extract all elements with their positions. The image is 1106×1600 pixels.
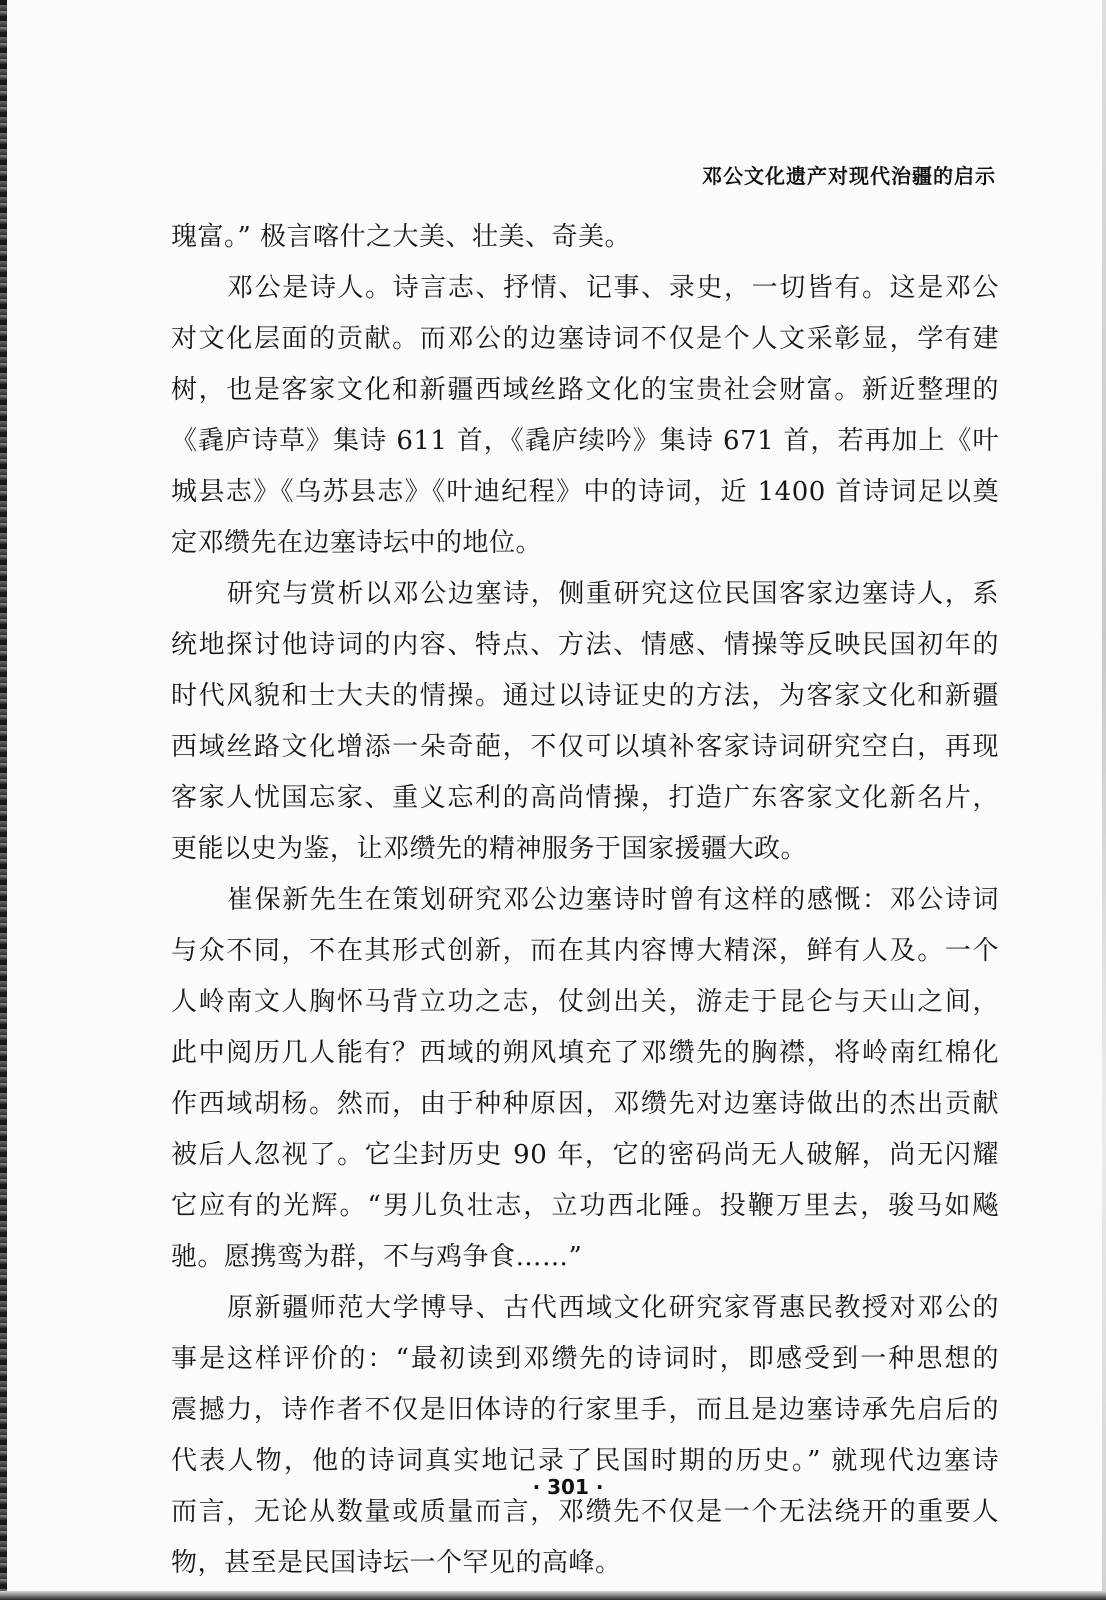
text-line: 《毳庐诗草》集诗 611 首，《毳庐续吟》集诗 671 首，若再加上《叶	[171, 426, 999, 456]
text-line: 作西域胡杨。然而，由于种种原因，邓缵先对边塞诗做出的杰出贡献	[171, 1089, 999, 1119]
text-line: 与众不同，不在其形式创新，而在其内容博大精深，鲜有人及。一个	[171, 936, 999, 966]
page-number: · 301 ·	[532, 1475, 604, 1499]
text-line: 城县志》《乌苏县志》《叶迪纪程》中的诗词，近 1400 首诗词足以奠	[171, 477, 999, 507]
text-line: 它应有的光辉。“男儿负壮志，立功西北陲。投鞭万里去，骏马如飚	[171, 1191, 999, 1221]
text-line: 树，也是客家文化和新疆西域丝路文化的宝贵社会财富。新近整理的	[171, 375, 999, 405]
text-line: 定邓缵先在边塞诗坛中的地位。	[171, 528, 543, 558]
text-line: 驰。愿携鸾为群，不与鸡争食……”	[171, 1242, 583, 1272]
text-line: 此中阅历几人能有？西域的朔风填充了邓缵先的胸襟，将岭南红棉化	[171, 1038, 999, 1068]
text-line: 西域丝路文化增添一朵奇葩，不仅可以填补客家诗词研究空白，再现	[171, 732, 999, 762]
text-line: 人岭南文人胸怀马背立功之志，仗剑出关，游走于昆仑与天山之间，	[171, 987, 999, 1017]
text-line: 代表人物，他的诗词真实地记录了民国时期的历史。” 就现代边塞诗	[171, 1446, 999, 1476]
text-line: 统地探讨他诗词的内容、特点、方法、情感、情操等反映民国初年的	[171, 630, 999, 660]
scan-shadow-left	[0, 0, 7, 1600]
text-line: 邓公是诗人。诗言志、抒情、记事、录史，一切皆有。这是邓公	[227, 273, 999, 303]
text-line: 瑰富。” 极言喀什之大美、壮美、奇美。	[171, 222, 632, 252]
text-line: 震撼力，诗作者不仅是旧体诗的行家里手，而且是边塞诗承先启后的	[171, 1395, 999, 1425]
running-header: 邓公文化遗产对现代治疆的启示	[702, 164, 996, 188]
scan-shadow-bottom	[0, 1591, 1106, 1600]
text-line: 对文化层面的贡献。而邓公的边塞诗词不仅是个人文采彰显，学有建	[171, 324, 999, 354]
text-line: 客家人忧国忘家、重义忘利的高尚情操，打造广东客家文化新名片，	[171, 783, 999, 813]
text-line: 更能以史为鉴，让邓缵先的精神服务于国家援疆大政。	[171, 834, 808, 864]
text-line: 事是这样评价的：“最初读到邓缵先的诗词时，即感受到一种思想的	[171, 1344, 999, 1374]
scan-shadow-right	[1102, 0, 1106, 1600]
text-line: 而言，无论从数量或质量而言，邓缵先不仅是一个无法绕开的重要人	[171, 1497, 999, 1527]
body-text	[171, 212, 999, 1589]
text-line: 时代风貌和士大夫的情操。通过以诗证史的方法，为客家文化和新疆	[171, 681, 999, 711]
text-line: 原新疆师范大学博导、古代西域文化研究家胥惠民教授对邓公的	[227, 1293, 999, 1323]
text-line: 崔保新先生在策划研究邓公边塞诗时曾有这样的感慨：邓公诗词	[227, 885, 999, 915]
text-line: 研究与赏析以邓公边塞诗，侧重研究这位民国客家边塞诗人，系	[227, 579, 999, 609]
text-line: 被后人忽视了。它尘封历史 90 年，它的密码尚无人破解，尚无闪耀	[171, 1140, 999, 1170]
text-line: 物，甚至是民国诗坛一个罕见的高峰。	[171, 1548, 622, 1578]
